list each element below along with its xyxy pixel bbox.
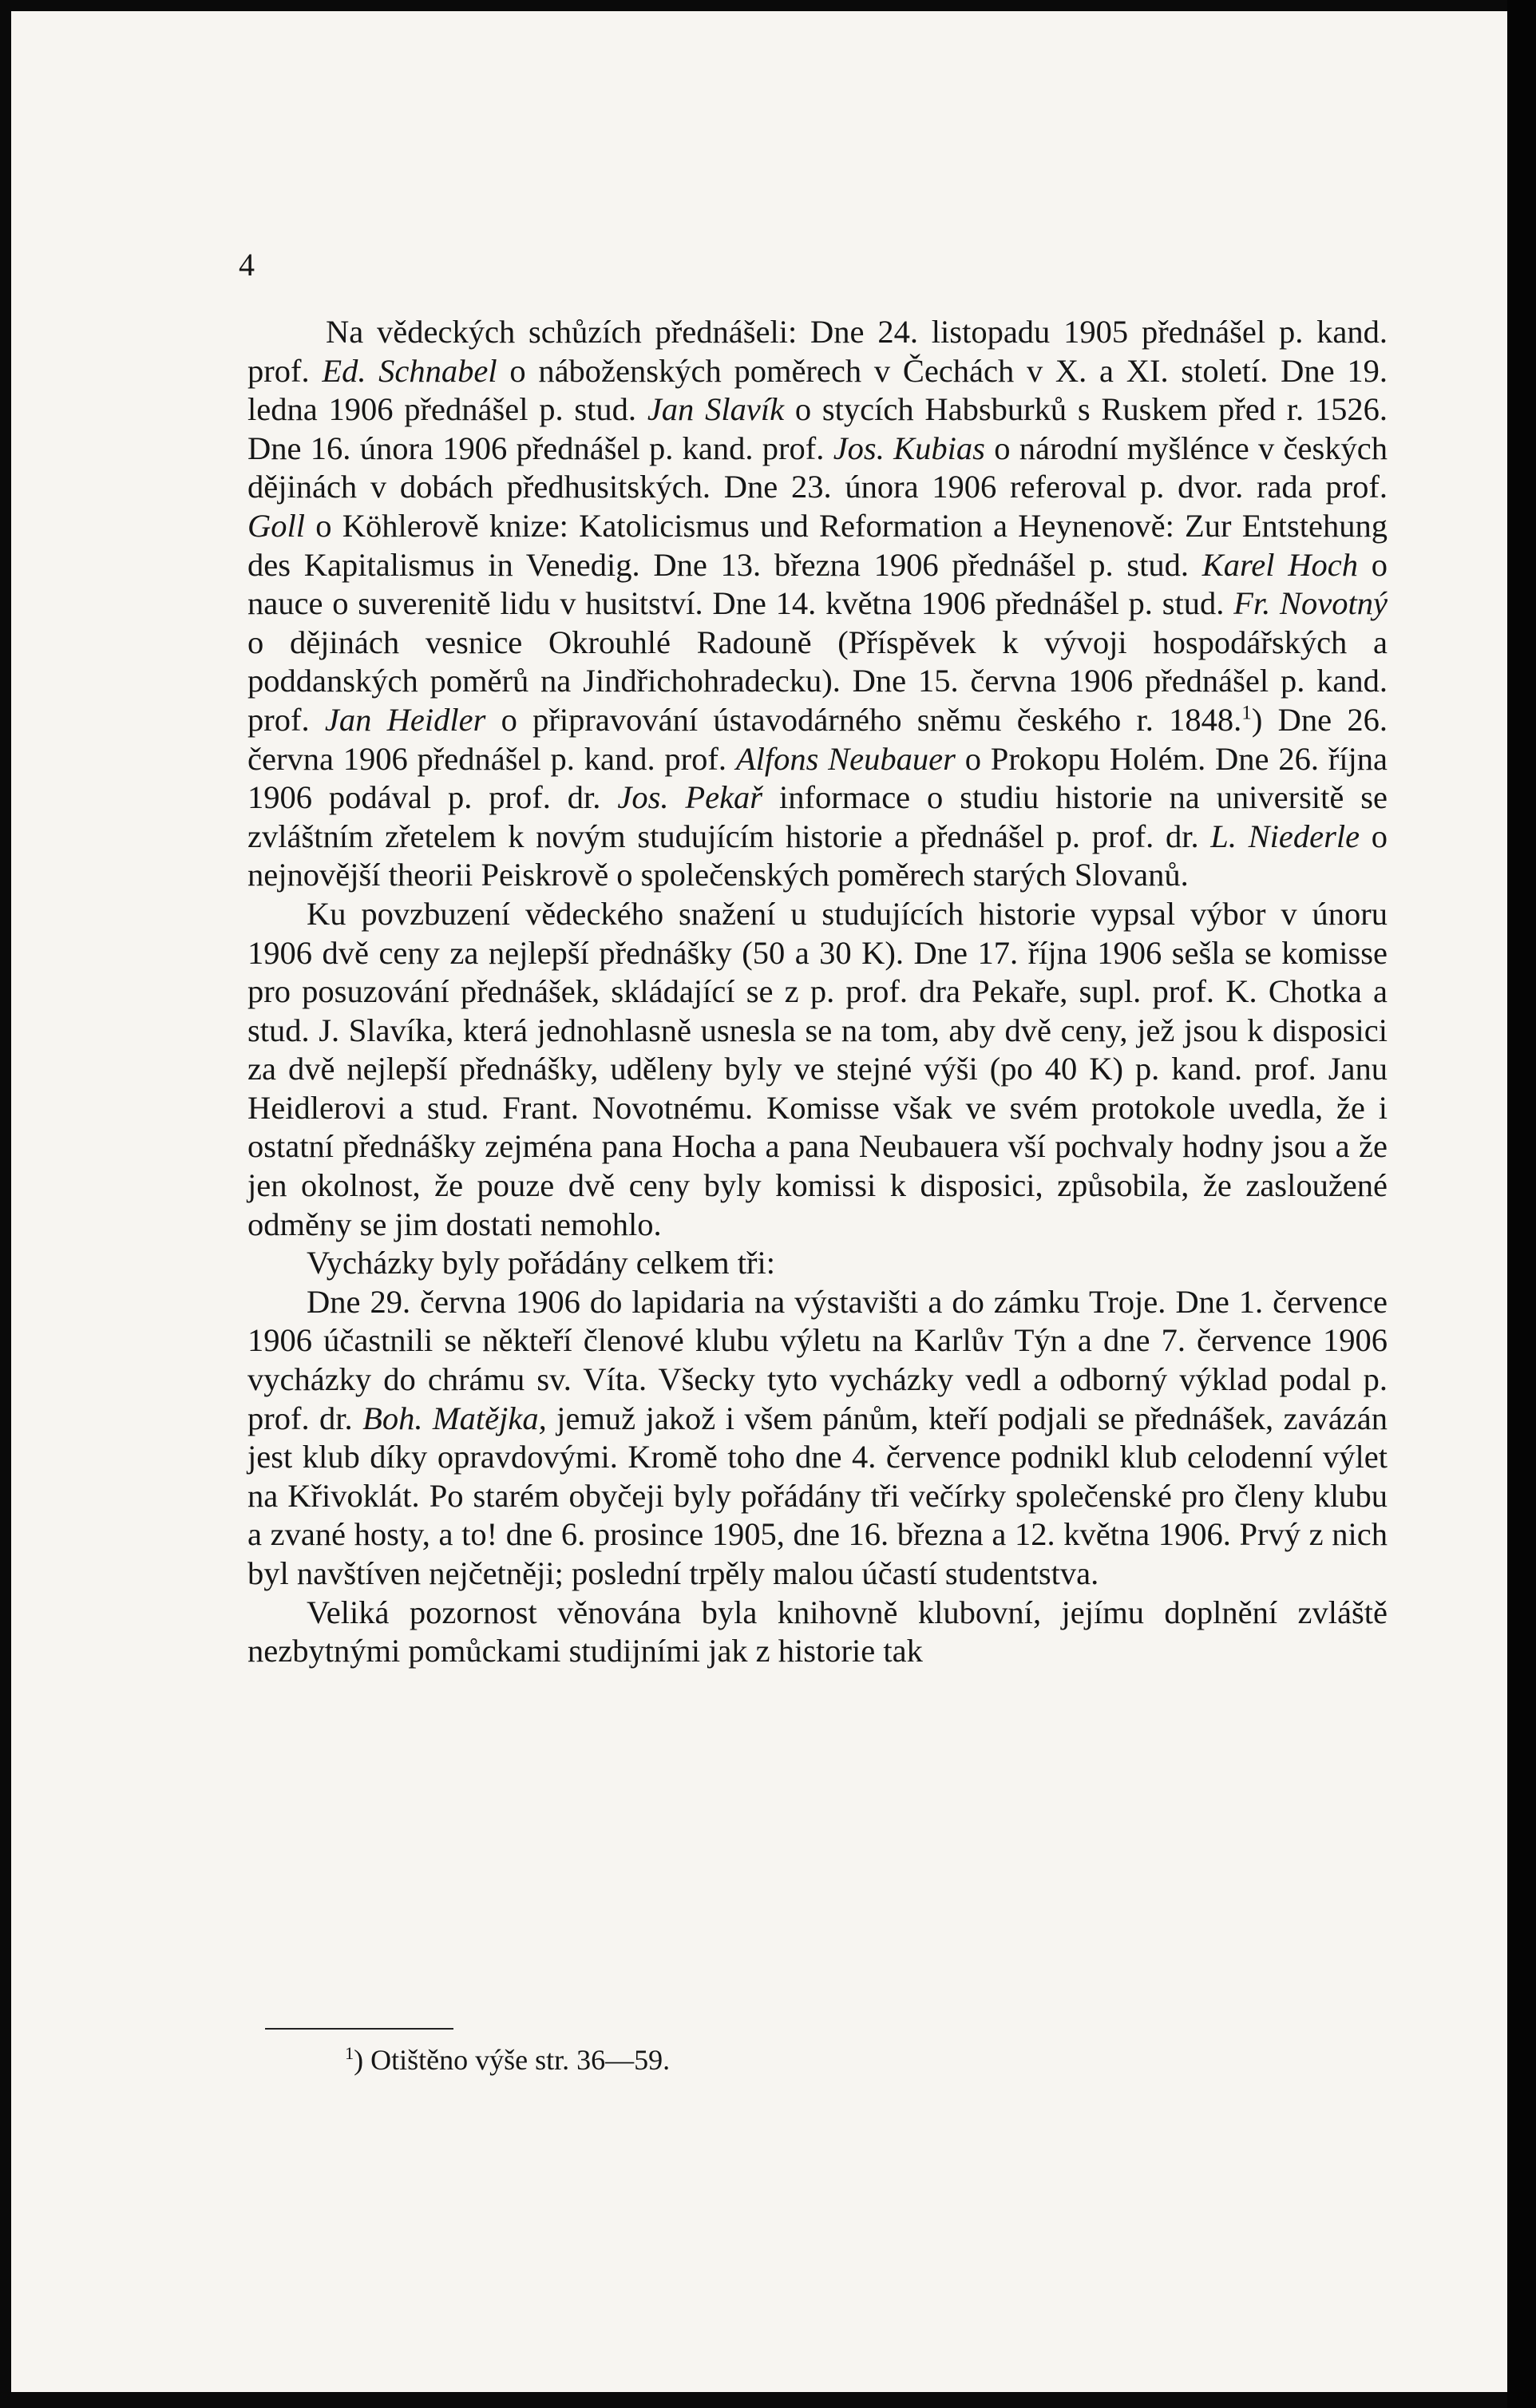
paragraph-excursions — [247, 1283, 1388, 1594]
person-name: Ed. Schnabel — [322, 352, 497, 389]
scan-border — [1507, 0, 1536, 2408]
book-page — [11, 11, 1507, 2392]
text-run: o náboženských poměrech v Čechách v X. a XI. století. Dne 19. ledna 1906 přednášel p. stud. — [247, 352, 1388, 428]
paragraph-library — [247, 1594, 1388, 1671]
text-run: Na vědeckých schůzích přednášeli: Dne 24. listopadu 1905 přednášel p. kand. prof. — [247, 314, 1388, 389]
person-name: Jos. Pekař — [617, 779, 763, 816]
person-name: Jan Heidler — [324, 701, 486, 738]
footnote-divider — [265, 2028, 453, 2030]
footnote — [345, 2042, 670, 2077]
person-name: Goll — [247, 507, 306, 544]
person-name: Jos. Kubias — [833, 430, 985, 466]
text-run: Veliká pozornost věnována byla knihovně klubovní, jejímu doplnění zvláště nezbytnými pomůckami studijními jak z historie tak — [247, 1594, 1388, 1669]
text-run: o Prokopu Holém. Dne 26. října 1906 podával p. prof. dr. — [247, 740, 1388, 816]
footnote-reference: 1 — [1241, 702, 1252, 724]
person-name: L. Niederle — [1210, 818, 1360, 854]
paragraph-lectures — [247, 313, 1388, 895]
paragraph-excursions-intro — [247, 1244, 1388, 1283]
footnote-marker: 1 — [345, 2043, 354, 2063]
text-run: o připravování ústavodárného sněmu českého r. 1848. — [485, 701, 1242, 738]
page-number: 4 — [239, 247, 255, 283]
text-run: o Köhlerově knize: Katolicismus und Reformation a Heynenově: Zur Entstehung des Kapitalismus in Venedig. Dne 13. března 1906 přednášel p. stud. — [247, 507, 1388, 583]
footnote-text: ) Otištěno výše str. 36—59. — [354, 2044, 671, 2076]
text-run: o stycích Habsburků s Ruskem před r. 1526. Dne 16. února 1906 přednášel p. kand. prof. — [247, 391, 1388, 466]
text-run: ) Dne 26. června 1906 přednášel p. kand. prof. — [247, 701, 1388, 777]
person-name: Jan Slavík — [647, 391, 785, 428]
text-run: Ku povzbuzení vědeckého snažení u studujících historie vypsal výbor v únoru 1906 dvě ceny za nejlepší přednášky (50 a 30 K). Dne 17. října 1906 sešla se komisse pro posuzování přednášek, skládající se z p. prof. dra Pekaře, supl. prof. K. Chotka a stud. J. Slavíka, která jednohlasně usnesla se na tom, aby dvě ceny, jež jsou k disposici za dvě nejlepší přednášky, uděleny byly ve stejné výši (po 40 K) p. kand. prof. Janu Heidlerovi a stud. Frant. Novotnému. Komisse však ve svém protokole uvedla, že i ostatní přednášky zejména pana Hocha a pana Neubauera vší pochvaly hodny jsou a že jen okolnost, že pouze dvě ceny byly komissi k disposici, způsobila, že zasloužené odměny se jim dostati nemohlo. — [247, 895, 1388, 1242]
person-name: Boh. Matějka, — [362, 1400, 547, 1436]
person-name: Karel Hoch — [1201, 546, 1359, 583]
text-run: informace o studiu historie na universitě se zvláštním zřetelem k novým studujícím historie a přednášel p. prof. dr. — [247, 779, 1388, 854]
paragraph-prizes — [247, 895, 1388, 1244]
text-run: o dějinách vesnice Okrouhlé Radouně (Příspěvek k vývoji hospodářských a poddanských poměrů na Jindřichohradecku). Dne 15. června 1906 přednášel p. kand. prof. — [247, 624, 1388, 738]
text-run: Vycházky byly pořádány celkem tři: — [307, 1245, 776, 1281]
text-run: Dne 29. června 1906 do lapidaria na výstavišti a do zámku Troje. Dne 1. července 1906 účastnili se někteří členové klubu výletu na Karlův Týn a dne 7. července 1906 vycházky do chrámu sv. Víta. Všecky tyto vycházky vedl a odborný výklad podal p. prof. dr. — [247, 1283, 1388, 1436]
text-run: jemuž jakož i všem pánům, kteří podjali se přednášek, zavázán jest klub díky opravdovými. Kromě toho dne 4. července podnikl klub celodenní výlet na Křivoklát. Po starém obyčeji byly pořádány tři večírky společenské pro členy klubu a zvané hosty, a to! dne 6. prosince 1905, dne 16. března a 12. května 1906. Prvý z nich byl navštíven nejčetněji; poslední trpěly malou účastí studentstva. — [247, 1400, 1388, 1591]
text-run: o nejnovější theorii Peiskrově o společenských poměrech starých Slovanů. — [247, 818, 1388, 893]
text-run: o nauce o suverenitě lidu v husitství. Dne 14. května 1906 přednášel p. stud. — [247, 546, 1388, 622]
person-name: Fr. Novotný — [1233, 585, 1388, 622]
body-text — [247, 313, 1388, 1671]
person-name: Alfons Neubauer — [735, 740, 956, 777]
text-run: o národní myšlénce v českých dějinách v dobách předhusitských. Dne 23. února 1906 referoval p. dvor. rada prof. — [247, 430, 1388, 505]
